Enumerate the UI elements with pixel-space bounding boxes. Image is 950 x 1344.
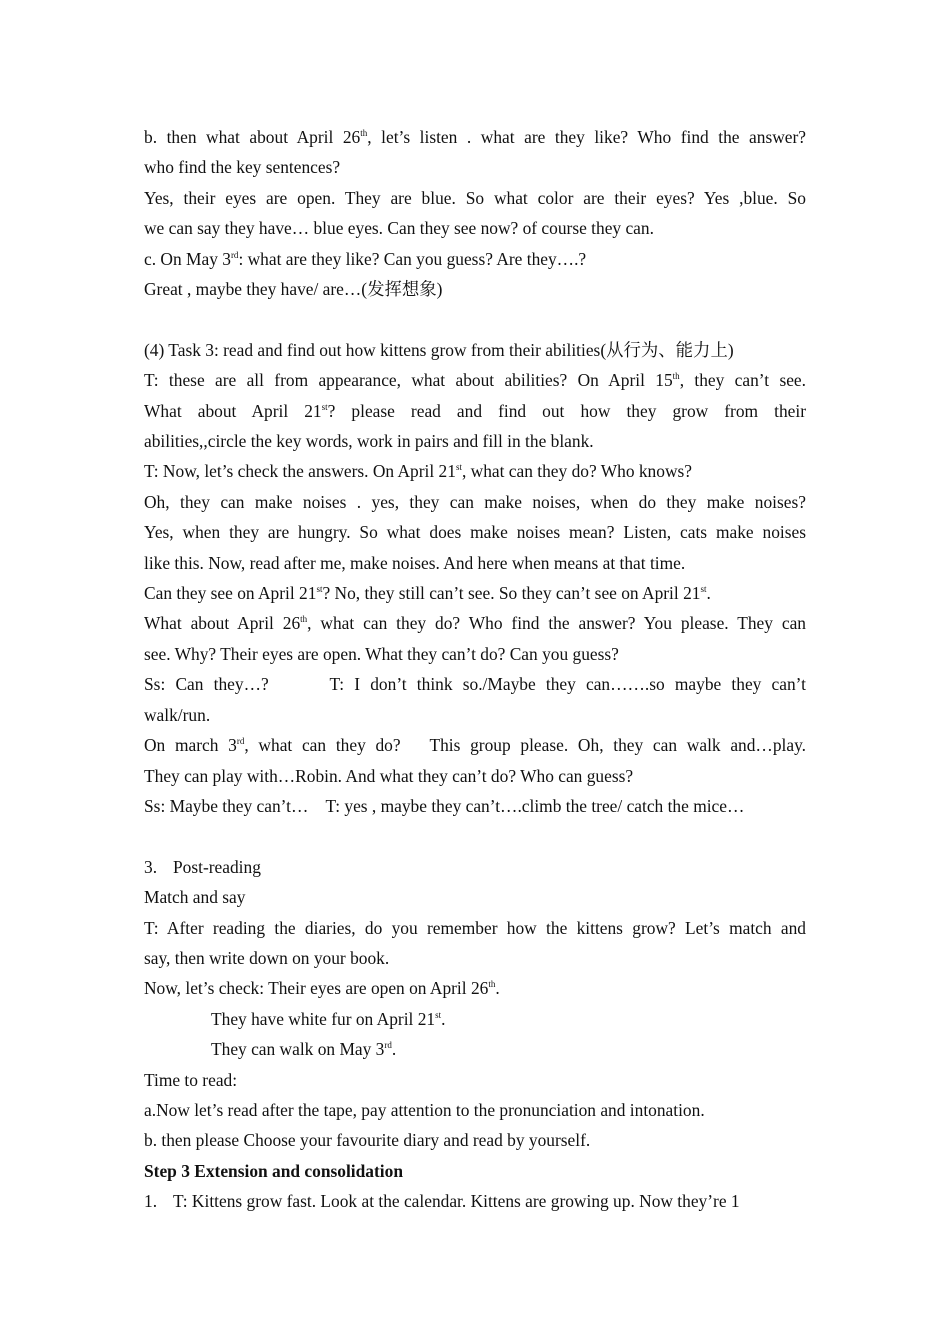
text-line: we can say they have… blue eyes. Can they see now? of course they can.: [144, 218, 654, 239]
text-line: like this. Now, read after me, make noises. And here when means at that time.: [144, 552, 686, 573]
text-line: b. then please Choose your favourite diary and read by yourself.: [144, 1130, 591, 1151]
section-heading: (4) Task 3: read and find out how kittens grow from their abilities(从行为、能力上): [144, 339, 734, 360]
text-line: They have white fur on April 21st.: [211, 1008, 446, 1029]
text-line: b. then what about April 26th, let’s listen . what are they like? Who find the answer?: [144, 127, 806, 147]
text-line: T: After reading the diaries, do you remember how the kittens grow? Let’s match and: [144, 917, 806, 938]
text-line: walk/run.: [144, 704, 211, 725]
text-line: Now, let’s check: Their eyes are open on April 26th.: [144, 978, 500, 999]
text-line: T: these are all from appearance, what about abilities? On April 15th, they can’t see.: [144, 370, 807, 391]
document-page: [144, 122, 806, 1217]
text-line: On march 3rd, what can they do? This group please. Oh, they can walk and…play.: [144, 735, 806, 756]
text-line: Time to read:: [144, 1069, 238, 1090]
text-line: Oh, they can make noises . yes, they can make noises, when do they make noises?: [144, 491, 806, 512]
text-line: say, then write down on your book.: [144, 947, 390, 968]
text-line: Yes, when they are hungry. So what does make noises mean? Listen, cats make noises: [144, 522, 806, 543]
step-heading: Step 3 Extension and consolidation: [144, 1160, 403, 1181]
text-line: Ss: Can they…? T: I don’t think so./Maybe they can…….so maybe they can’t: [144, 674, 806, 695]
section-heading: 3. Post-reading: [144, 856, 261, 877]
blank-line: [144, 304, 806, 334]
text-line: who find the key sentences?: [144, 157, 341, 178]
text-line: c. On May 3rd: what are they like? Can you guess? Are they….?: [144, 248, 587, 269]
text-line: Can they see on April 21st? No, they still can’t see. So they can’t see on April 21st.: [144, 583, 711, 604]
text-line: Great , maybe they have/ are…(发挥想象): [144, 279, 443, 300]
text-line: 1. T: Kittens grow fast. Look at the calendar. Kittens are growing up. Now they’re 1: [144, 1191, 740, 1212]
text-line: see. Why? Their eyes are open. What they can’t do? Can you guess?: [144, 643, 619, 664]
text-line: What about April 26th, what can they do? Who find the answer? You please. They can: [144, 613, 806, 634]
blank-line: [144, 821, 806, 851]
text-line: They can play with…Robin. And what they can’t do? Who can guess?: [144, 765, 634, 786]
text-line: Match and say: [144, 887, 246, 908]
text-line: Ss: Maybe they can’t… T: yes , maybe they can’t….climb the tree/ catch the mice…: [144, 795, 745, 816]
text-line: Yes, their eyes are open. They are blue. So what color are their eyes? Yes ,blue. So: [144, 187, 806, 208]
text-line: abilities,,circle the key words, work in pairs and fill in the blank.: [144, 431, 594, 452]
text-line: a.Now let’s read after the tape, pay attention to the pronunciation and intonation.: [144, 1099, 705, 1120]
text-line: T: Now, let’s check the answers. On April 21st, what can they do? Who knows?: [144, 461, 692, 482]
text-line: What about April 21st? please read and find out how they grow from their: [144, 400, 806, 421]
text-line: They can walk on May 3rd.: [211, 1039, 397, 1060]
